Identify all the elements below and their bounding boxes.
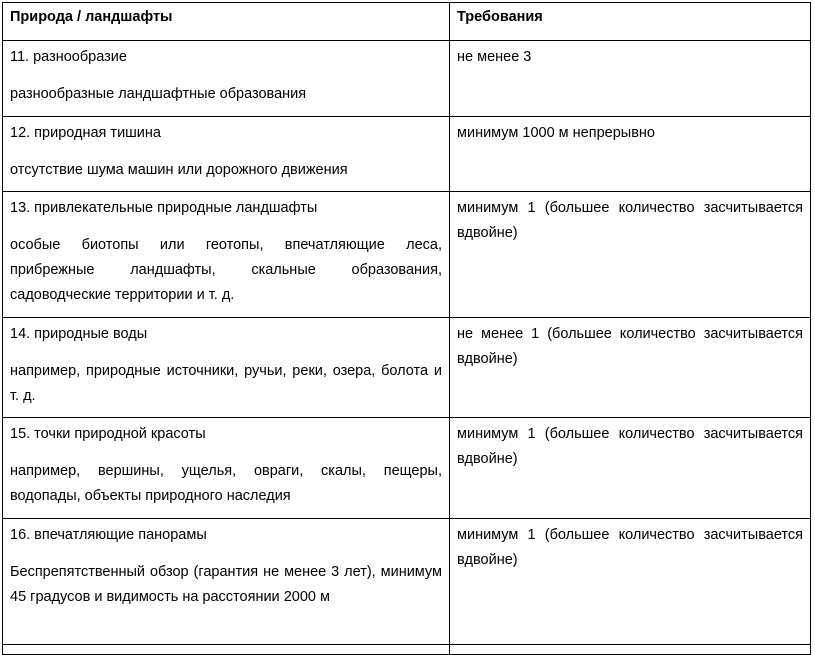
table-row-partial xyxy=(3,645,811,655)
table-row xyxy=(3,192,811,318)
criterion-description: например, вершины, ущелья, овраги, скалы, пещеры, водопады, объекты природного наследия xyxy=(10,463,442,504)
table-header-row xyxy=(3,3,811,41)
table-row xyxy=(3,117,811,192)
criterion-title: 12. природная тишина xyxy=(10,125,161,141)
requirement-text: не менее 1 (большее количество засчитывается вдвойне) xyxy=(457,326,803,367)
header-nature-landscapes: Природа / ландшафты xyxy=(3,3,450,41)
criterion-title: 13. привлекательные природные ландшафты xyxy=(10,200,318,216)
requirement-cell xyxy=(450,192,811,318)
criterion-cell xyxy=(3,41,450,117)
criterion-cell xyxy=(3,318,450,418)
empty-cell xyxy=(3,645,450,655)
table-row xyxy=(3,41,811,117)
requirement-text: минимум 1000 м непрерывно xyxy=(457,125,655,141)
criterion-description: разнообразные ландшафтные образования xyxy=(10,86,307,102)
table-row xyxy=(3,519,811,645)
requirement-cell xyxy=(450,519,811,645)
criterion-cell xyxy=(3,418,450,519)
criterion-title: 14. природные воды xyxy=(10,326,148,342)
criterion-cell xyxy=(3,117,450,192)
criterion-description: например, природные источники, ручьи, реки, озера, болота и т. д. xyxy=(10,363,442,404)
requirement-cell xyxy=(450,318,811,418)
empty-cell xyxy=(450,645,811,655)
requirement-cell xyxy=(450,117,811,192)
criterion-description: отсутствие шума машин или дорожного движения xyxy=(10,162,348,178)
header-requirements: Требования xyxy=(450,3,811,41)
requirement-cell xyxy=(450,41,811,117)
requirement-cell xyxy=(450,418,811,519)
criterion-title: 11. разнообразие xyxy=(10,49,127,65)
requirement-text: минимум 1 (большее количество засчитывается вдвойне) xyxy=(457,527,803,568)
criterion-description: особые биотопы или геотопы, впечатляющие леса, прибрежные ландшафты, скальные образования, садоводческие территории и т. д. xyxy=(10,237,442,303)
criterion-description: Беспрепятственный обзор (гарантия не менее 3 лет), минимум 45 градусов и видимость на расстоянии 2000 м xyxy=(10,564,442,605)
criterion-title: 16. впечатляющие панорамы xyxy=(10,527,207,543)
criterion-title: 15. точки природной красоты xyxy=(10,426,206,442)
requirement-text: минимум 1 (большее количество засчитывается вдвойне) xyxy=(457,426,803,467)
requirement-text: минимум 1 (большее количество засчитывается вдвойне) xyxy=(457,200,803,241)
criterion-cell xyxy=(3,519,450,645)
requirements-table xyxy=(2,2,811,655)
table-row xyxy=(3,318,811,418)
criterion-cell xyxy=(3,192,450,318)
table-row xyxy=(3,418,811,519)
requirement-text: не менее 3 xyxy=(457,49,532,65)
